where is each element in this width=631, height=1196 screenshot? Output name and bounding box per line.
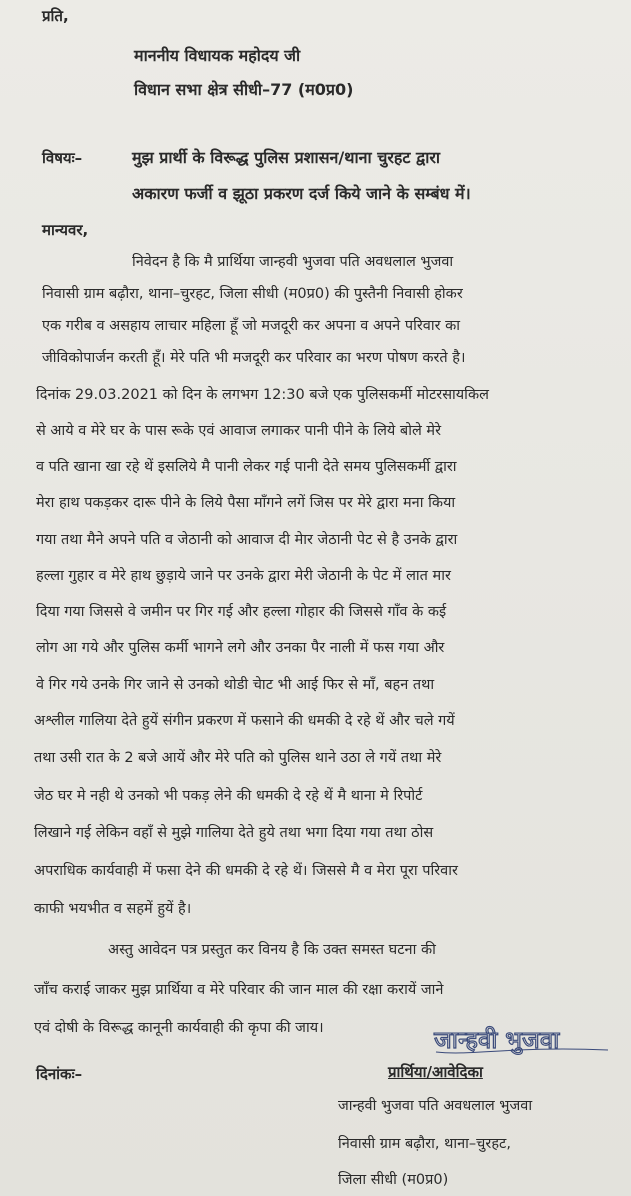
body-line: जीविकोपार्जन करती हूँ। मेरे पति भी मजदूरी कर परिवार का भरण पोषण करते है। xyxy=(42,350,466,366)
body-line: गया तथा मैने अपने पति व जेठानी को आवाज दी मेार जेठानी पेट से है उनके द्वारा xyxy=(36,532,458,548)
body-line: जेठ घर मे नही थे उनको भी पकड़ लेने की धमकी दे रहे थें मै थाना मे रिपोर्ट xyxy=(34,788,423,804)
body-line: तथा उसी रात के 2 बजे आयें और मेरे पति को पुलिस थाने उठा ले गयें तथा मेरे xyxy=(34,750,442,766)
prati-label: प्रति, xyxy=(42,7,69,25)
body-line: मेरा हाथ पकड़कर दारू पीने के लिये पैसा माँगने लगें जिस पर मेरे द्वारा मना किया xyxy=(36,495,456,511)
signature-text: जान्हवी भुजवा xyxy=(434,1026,560,1054)
closing-line: अस्तु आवेदन पत्र प्रस्तुत कर विनय है कि उक्त समस्त घटना की xyxy=(108,942,436,958)
closing-line: एवं दोषी के विरूद्ध कानूनी कार्यवाही की कृपा की जाय। xyxy=(34,1020,324,1036)
body-line: अश्लील गालिया देते हुयें संगीन प्रकरण में फसाने की धमकी दे रहे थें और चले गयें xyxy=(34,713,455,729)
applicant-name-line: जान्हवी भुजवा पति अवधलाल भुजवा xyxy=(338,1098,533,1114)
salutation: मान्यवर, xyxy=(42,221,89,239)
subject-label: विषयः– xyxy=(42,149,83,167)
subject-line-2: अकारण फर्जी व झूठा प्रकरण दर्ज किये जाने के सम्बंध में। xyxy=(132,184,471,203)
body-line: निवेदन है कि मै प्रार्थिया जान्हवी भुजवा पति अवधलाल भुजवा xyxy=(132,254,454,270)
applicant-label: प्रार्थिया/आवेदिका xyxy=(388,1063,483,1081)
body-line: एक गरीब व असहाय लाचार महिला हूँ जो मजदूरी कर अपना व अपने परिवार का xyxy=(42,318,461,334)
body-line: निवासी ग्राम बढ़ौरा, थाना–चुरहट, जिला सीधी (म0प्र0) की पुस्तैनी निवासी होकर xyxy=(42,286,463,302)
body-line: व पति खाना खा रहे थें इसलिये मै पानी लेकर गई पानी देते समय पुलिसकर्मी द्वारा xyxy=(36,459,457,475)
body-line: दिया गया जिससे वे जमीन पर गिर गई और हल्ला गोहार की जिससे गाँव के कई xyxy=(36,604,447,620)
body-line: से आये व मेरे घर के पास रूके एवं आवाज लगाकर पानी पीने के लिये बोले मेरे xyxy=(36,423,441,439)
handwritten-signature xyxy=(432,1016,612,1064)
body-line: वे गिर गये उनके गिर जाने से उनको थोडी चेाट भी आई फिर से माँ, बहन तथा xyxy=(36,677,435,693)
body-line: काफी भयभीत व सहमें हुयें है। xyxy=(34,901,192,917)
body-line: हल्ला गुहार व मेरे हाथ छुड़ाये जाने पर उनके द्वारा मेरी जेठानी के पेट में लात मार xyxy=(36,568,451,584)
body-line: अपराधिक कार्यवाही में फसा देने की धमकी दे रहे थें। जिससे मै व मेरा पूरा परिवार xyxy=(34,863,458,879)
applicant-district-line: जिला सीधी (म0प्र0) xyxy=(338,1172,449,1188)
addressee-line-2: विधान सभा क्षेत्र सीधी–77 (म0प्र0) xyxy=(134,80,354,99)
closing-line: जाँच कराई जाकर मुझ प्रार्थिया व मेरे परिवार की जान माल की रक्षा करायें जाने xyxy=(34,982,444,998)
body-line: लोग आ गये और पुलिस कर्मी भागने लगे और उनका पैर नाली में फस गया और xyxy=(36,640,445,656)
body-line: दिनांक 29.03.2021 को दिन के लगभग 12:30 बजे एक पुलिसकर्मी मोटरसायकिल xyxy=(36,387,489,403)
body-line: लिखाने गई लेकिन वहाँ से मुझे गालिया देते हुये तथा भगा दिया गया तथा ठोस xyxy=(34,825,434,841)
date-label: दिनांकः– xyxy=(36,1065,83,1083)
addressee-line-1: माननीय विधायक महोदय जी xyxy=(134,46,301,65)
subject-line-1: मुझ प्रार्थी के विरूद्ध पुलिस प्रशासन/थाना चुरहट द्वारा xyxy=(132,148,441,167)
applicant-address-line: निवासी ग्राम बढ़ौरा, थाना–चुरहट, xyxy=(338,1136,511,1152)
